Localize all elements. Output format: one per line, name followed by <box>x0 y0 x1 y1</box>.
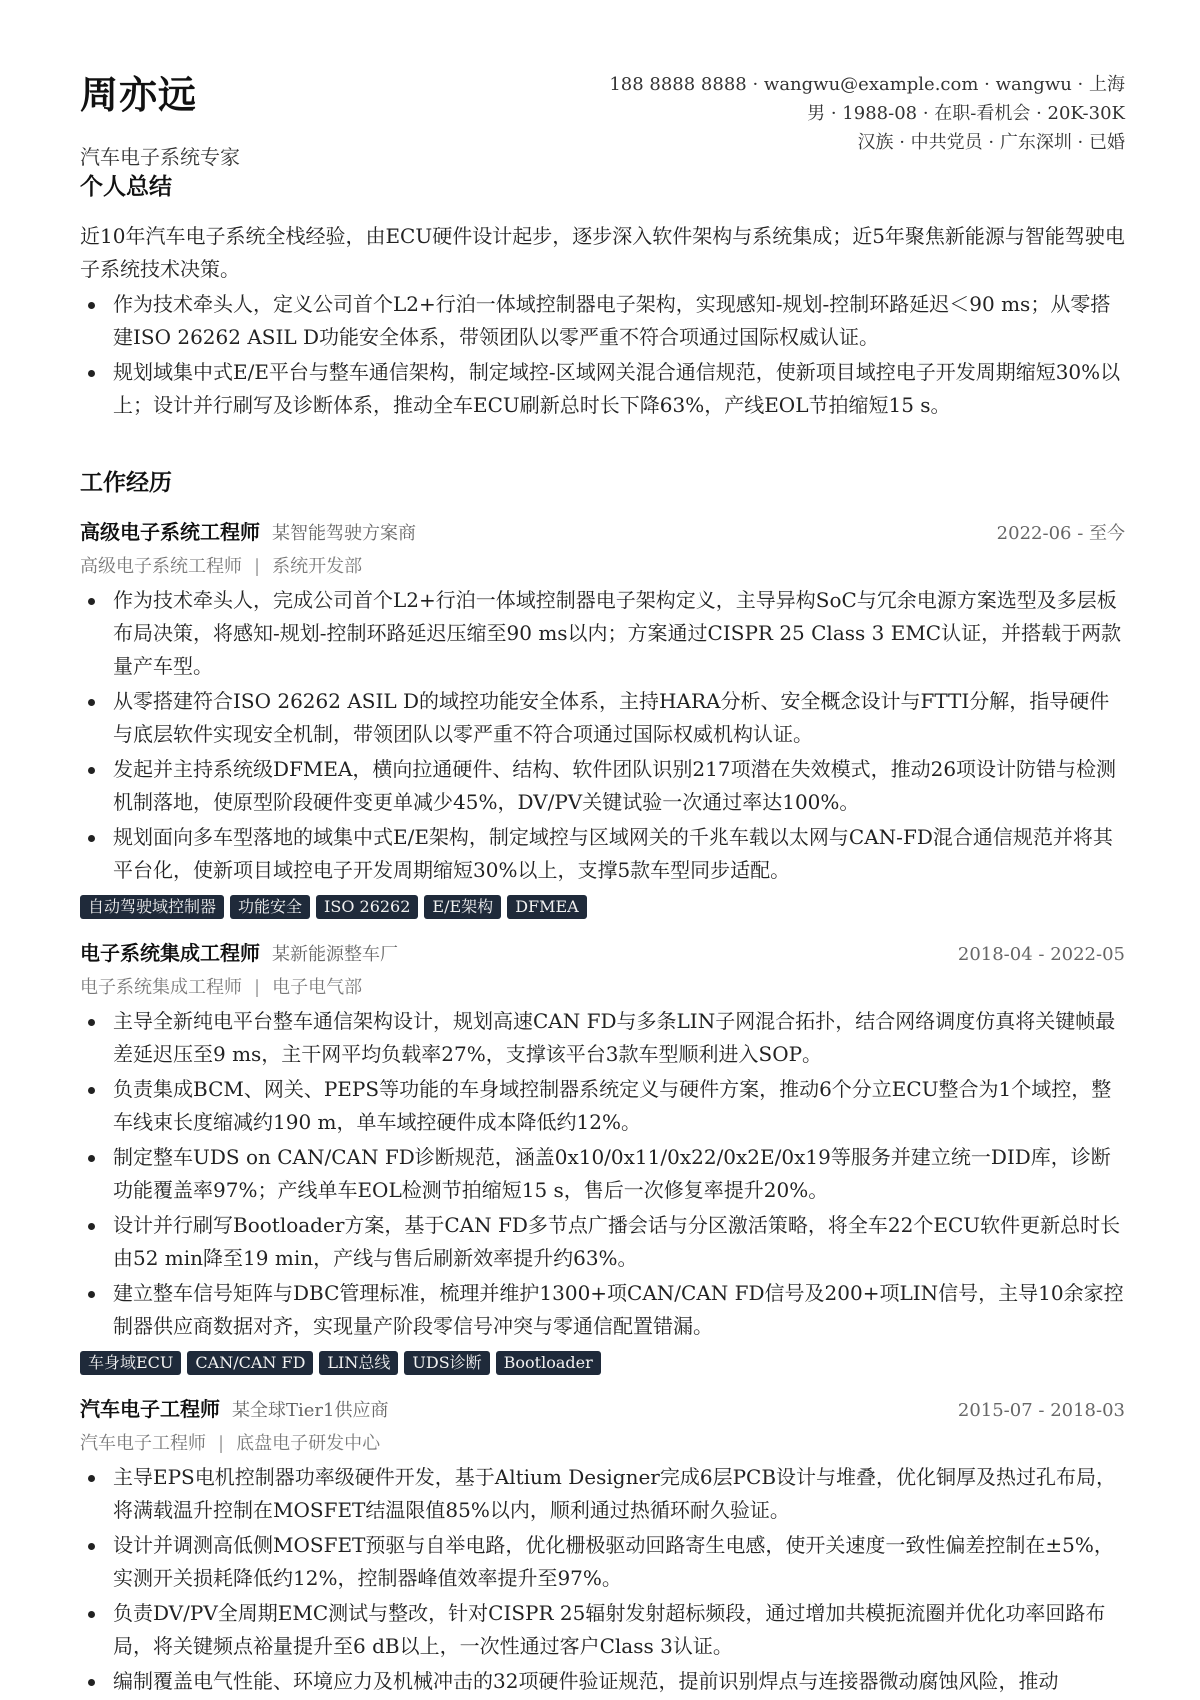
job-entry <box>80 516 1125 919</box>
list-item: 作为技术牵头人，完成公司首个L2+行泊一体域控制器电子架构定义，主导异构SoC与冗余电源方案选型及多层板布局决策，将感知-规划-控制环路延迟压缩至90 ms以内；方案通过CISPR 25 Class 3 EMC认证，并搭载于两款量产车型。 <box>80 584 1125 683</box>
section-heading-work: 工作经历 <box>80 468 172 496</box>
resume-page <box>80 0 1125 1700</box>
job-department: 系统开发部 <box>272 555 363 577</box>
skill-tag: 自动驾驶域控制器 <box>80 895 224 919</box>
job-subtitle <box>80 552 1125 580</box>
candidate-title: 汽车电子系统专家 <box>80 145 240 169</box>
job-company: 某智能驾驶方案商 <box>272 522 416 544</box>
job-date: 2015-07 - 2018-03 <box>957 1399 1125 1421</box>
separator: | <box>254 976 261 998</box>
job-role: 电子系统集成工程师 <box>80 940 260 965</box>
job-date: 2022-06 - 至今 <box>996 522 1125 544</box>
list-item: 从零搭建符合ISO 26262 ASIL D的域控功能安全体系，主持HARA分析、安全概念设计与FTTI分解，指导硬件与底层软件实现安全机制，带领团队以零严重不符合项通过国际权威机构认证。 <box>80 685 1125 751</box>
list-item: 设计并调测高低侧MOSFET预驱与自举电路，优化栅极驱动回路寄生电感，使开关速度一致性偏差控制在±5%，实测开关损耗降低约12%，控制器峰值效率提升至97%。 <box>80 1529 1125 1595</box>
skill-tag: LIN总线 <box>319 1351 398 1375</box>
contact-line: 汉族 · 中共党员 · 广东深圳 · 已婚 <box>857 132 1125 153</box>
job-header <box>80 937 1125 967</box>
job-entry <box>80 1393 1125 1698</box>
job-department: 电子电气部 <box>272 976 363 998</box>
job-role: 高级电子系统工程师 <box>80 519 260 544</box>
job-bullets <box>80 1461 1125 1698</box>
list-item: 主导EPS电机控制器功率级硬件开发，基于Altium Designer完成6层PCB设计与堆叠，优化铜厚及热过孔布局，将满载温升控制在MOSFET结温限值85%以内，顺利通过热循环耐久验证。 <box>80 1461 1125 1527</box>
list-item: 主导全新纯电平台整车通信架构设计，规划高速CAN FD与多条LIN子网混合拓扑，结合网络调度仿真将关键帧最差延迟压至9 ms，主干网平均负载率27%，支撑该平台3款车型顺利进入SOP。 <box>80 1005 1125 1071</box>
skill-tag: E/E架构 <box>424 895 501 919</box>
job-department: 底盘电子研发中心 <box>236 1432 381 1454</box>
skill-tag: CAN/CAN FD <box>187 1351 313 1375</box>
skill-tag: 功能安全 <box>230 895 310 919</box>
section-heading-summary: 个人总结 <box>80 173 172 200</box>
list-item: 编制覆盖电气性能、环境应力及机械冲击的32项硬件验证规范，提前识别焊点与连接器微动腐蚀风险，推动 <box>80 1665 1125 1698</box>
summary-intro: 近10年汽车电子系统全栈经验，由ECU硬件设计起步，逐步深入软件架构与系统集成；近5年聚焦新能源与智能驾驶电子系统技术决策。 <box>80 223 1125 281</box>
skill-tag: 车身域ECU <box>80 1351 181 1375</box>
list-item: 设计并行刷写Bootloader方案，基于CAN FD多节点广播会话与分区激活策略，将全车22个ECU软件更新总时长由52 min降至19 min，产线与售后刷新效率提升约63%。 <box>80 1209 1125 1275</box>
summary-section <box>80 172 1125 422</box>
skill-tag: UDS诊断 <box>404 1351 489 1375</box>
job-position: 高级电子系统工程师 <box>80 555 242 577</box>
skill-tag: Bootloader <box>496 1351 601 1375</box>
job-subtitle <box>80 1429 1125 1457</box>
skill-tag: DFMEA <box>507 895 587 919</box>
job-company: 某新能源整车厂 <box>272 943 398 965</box>
contact-info <box>609 70 1125 157</box>
separator: | <box>218 1432 225 1454</box>
candidate-name: 周亦远 <box>80 72 198 117</box>
list-item: 发起并主持系统级DFMEA，横向拉通硬件、结构、软件团队识别217项潜在失效模式，推动26项设计防错与检测机制落地，使原型阶段硬件变更单减少45%，DV/PV关键试验一次通过率达100%。 <box>80 753 1125 819</box>
list-item: 建立整车信号矩阵与DBC管理标准，梳理并维护1300+项CAN/CAN FD信号及200+项LIN信号，主导10余家控制器供应商数据对齐，实现量产阶段零信号冲突与零通信配置错漏。 <box>80 1277 1125 1343</box>
skill-tags <box>80 1351 1125 1375</box>
job-subtitle <box>80 973 1125 1001</box>
list-item: 规划域集中式E/E平台与整车通信架构，制定域控-区域网关混合通信规范，使新项目域控电子开发周期缩短30%以上；设计并行刷写及诊断体系，推动全车ECU刷新总时长下降63%，产线EOL节拍缩短15 s。 <box>80 356 1125 422</box>
list-item: 规划面向多车型落地的域集中式E/E架构，制定域控与区域网关的千兆车载以太网与CAN-FD混合通信规范并将其平台化，使新项目域控电子开发周期缩短30%以上，支撑5款车型同步适配。 <box>80 821 1125 887</box>
work-section <box>80 468 1125 1698</box>
job-title-group <box>80 1393 388 1422</box>
list-item: 作为技术牵头人，定义公司首个L2+行泊一体域控制器电子架构，实现感知-规划-控制环路延迟＜90 ms；从零搭建ISO 26262 ASIL D功能安全体系，带领团队以零严重不符合项通过国际权威认证。 <box>80 288 1125 354</box>
job-bullets <box>80 584 1125 887</box>
job-date: 2018-04 - 2022-05 <box>957 943 1125 965</box>
summary-bullets <box>80 288 1125 422</box>
job-position: 电子系统集成工程师 <box>80 976 242 998</box>
job-title-group <box>80 516 416 545</box>
contact-line: 男 · 1988-08 · 在职-看机会 · 20K-30K <box>807 103 1125 124</box>
job-header <box>80 516 1125 546</box>
separator: | <box>254 555 261 577</box>
contact-line: 188 8888 8888 · wangwu@example.com · wangwu · 上海 <box>609 74 1125 95</box>
list-item: 负责集成BCM、网关、PEPS等功能的车身域控制器系统定义与硬件方案，推动6个分立ECU整合为1个域控，整车线束长度缩减约190 m，单车域控硬件成本降低约12%。 <box>80 1073 1125 1139</box>
resume-header <box>80 0 1125 168</box>
job-title-group <box>80 937 398 966</box>
skill-tags <box>80 895 1125 919</box>
job-bullets <box>80 1005 1125 1343</box>
skill-tag: ISO 26262 <box>316 895 418 919</box>
job-header <box>80 1393 1125 1423</box>
list-item: 制定整车UDS on CAN/CAN FD诊断规范，涵盖0x10/0x11/0x22/0x2E/0x19等服务并建立统一DID库，诊断功能覆盖率97%；产线单车EOL检测节拍缩短15 s，售后一次修复率提升20%。 <box>80 1141 1125 1207</box>
job-position: 汽车电子工程师 <box>80 1432 206 1454</box>
job-role: 汽车电子工程师 <box>80 1396 220 1421</box>
job-entry <box>80 937 1125 1375</box>
list-item: 负责DV/PV全周期EMC测试与整改，针对CISPR 25辐射发射超标频段，通过增加共模扼流圈并优化功率回路布局，将关键频点裕量提升至6 dB以上，一次性通过客户Class 3认证。 <box>80 1597 1125 1663</box>
job-company: 某全球Tier1供应商 <box>232 1399 389 1421</box>
